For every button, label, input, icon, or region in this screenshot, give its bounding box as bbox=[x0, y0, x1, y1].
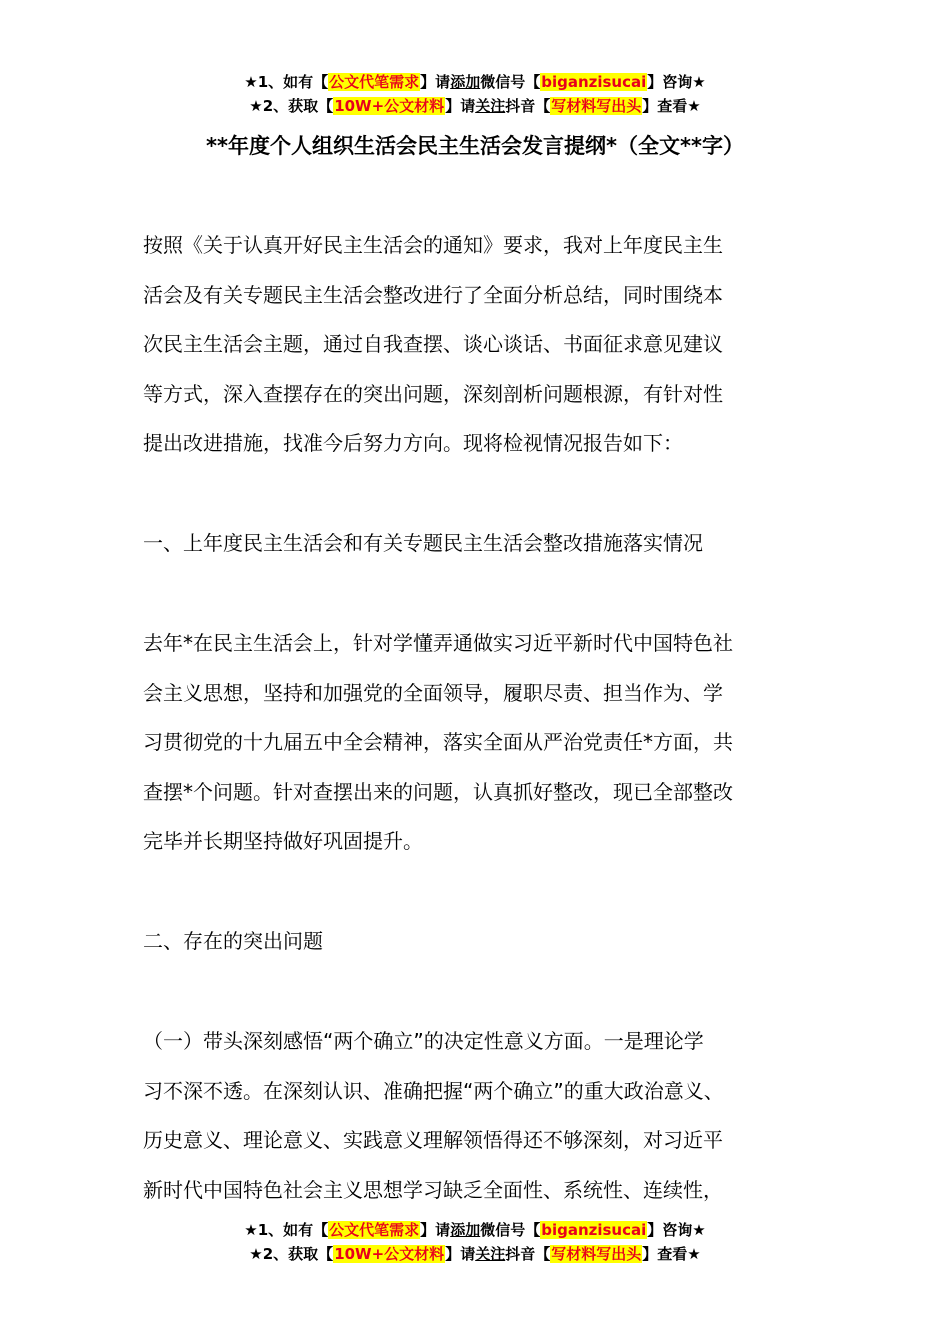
promo-banner-top bbox=[0, 70, 950, 118]
text-line: 提出改进措施，找准今后努力方向。现将检视情况报告如下： bbox=[143, 431, 683, 456]
banner-text: ★2、获取【 bbox=[249, 97, 334, 115]
banner-text: 微信号【 bbox=[480, 1221, 541, 1239]
banner-text: 抖音【 bbox=[505, 1245, 551, 1263]
text-line: 一、上年度民主生活会和有关专题民主生活会整改措施落实情况 bbox=[143, 531, 703, 555]
text-line: 查摆*个问题。针对查摆出来的问题，认真抓好整改，现已全部整改 bbox=[143, 779, 733, 804]
banner-underlined: 添加 bbox=[450, 73, 481, 91]
banner-highlight: 公文代笔需求 bbox=[329, 73, 420, 91]
paragraph-rectification bbox=[143, 619, 833, 867]
paragraph-problems bbox=[143, 1017, 833, 1215]
text-line: 次民主生活会主题，通过自我查摆、谈心谈话、书面征求意见建议 bbox=[143, 332, 723, 357]
paragraph-intro bbox=[143, 221, 833, 469]
document-title: **年度个人组织生活会民主生活会发言提纲*（全文**字） bbox=[206, 134, 744, 158]
text-line: 历史意义、理论意义、实践意义理解领悟得还不够深刻，对习近平 bbox=[143, 1128, 723, 1153]
text-line: （一）带头深刻感悟“两个确立”的决定性意义方面。一是理论学 bbox=[143, 1029, 704, 1053]
text-line: 二、存在的突出问题 bbox=[143, 929, 323, 953]
banner-text: ★1、如有【 bbox=[244, 1221, 329, 1239]
text-line: 会主义思想，坚持和加强党的全面领导，履职尽责、担当作为、学 bbox=[143, 680, 723, 705]
text-line: 新时代中国特色社会主义思想学习缺乏全面性、系统性、连续性， bbox=[143, 1177, 723, 1202]
banner-highlight: 公文代笔需求 bbox=[329, 1221, 420, 1239]
banner-text: 】咨询★ bbox=[647, 73, 706, 91]
text-line: 等方式，深入查摆存在的突出问题，深刻剖析问题根源，有针对性 bbox=[143, 381, 723, 406]
banner-highlight: 10W+公文材料 bbox=[334, 1245, 445, 1263]
text-line: 习不深不透。在深刻认识、准确把握“两个确立”的重大政治意义、 bbox=[143, 1078, 724, 1103]
banner-text: 】查看★ bbox=[642, 1245, 701, 1263]
text-line: 活会及有关专题民主生活会整改进行了全面分析总结，同时围绕本 bbox=[143, 282, 723, 307]
banner-highlight: biganzisucai bbox=[541, 73, 647, 91]
banner-highlight: 写材料写出头 bbox=[551, 1245, 642, 1263]
banner-line-1 bbox=[0, 70, 950, 94]
banner-line-1 bbox=[0, 1218, 950, 1242]
banner-text: 】请 bbox=[420, 73, 451, 91]
banner-underlined: 关注 bbox=[475, 97, 506, 115]
text-line: 完毕并长期坚持做好巩固提升。 bbox=[143, 829, 423, 854]
text-line: 按照《关于认真开好民主生活会的通知》要求，我对上年度民主生 bbox=[143, 233, 723, 257]
banner-text: 】请 bbox=[420, 1221, 451, 1239]
banner-highlight: 写材料写出头 bbox=[551, 97, 642, 115]
banner-text: ★2、获取【 bbox=[249, 1245, 334, 1263]
banner-underlined: 添加 bbox=[450, 1221, 481, 1239]
banner-line-2 bbox=[0, 94, 950, 118]
banner-text: 】请 bbox=[445, 97, 476, 115]
section-heading-1 bbox=[143, 519, 833, 569]
text-line: 习贯彻党的十九届五中全会精神，落实全面从严治党责任*方面，共 bbox=[143, 730, 733, 755]
banner-highlight: biganzisucai bbox=[541, 1221, 647, 1239]
banner-text: 抖音【 bbox=[505, 97, 551, 115]
banner-text: 】查看★ bbox=[642, 97, 701, 115]
banner-line-2 bbox=[0, 1242, 950, 1266]
banner-text: ★1、如有【 bbox=[244, 73, 329, 91]
banner-underlined: 关注 bbox=[475, 1245, 506, 1263]
promo-banner-bottom bbox=[0, 1218, 950, 1266]
banner-text: 微信号【 bbox=[480, 73, 541, 91]
banner-highlight: 10W+公文材料 bbox=[334, 97, 445, 115]
section-heading-2 bbox=[143, 917, 833, 967]
text-line: 去年*在民主生活会上，针对学懂弄通做实习近平新时代中国特色社 bbox=[143, 631, 733, 655]
banner-text: 】咨询★ bbox=[647, 1221, 706, 1239]
banner-text: 】请 bbox=[445, 1245, 476, 1263]
